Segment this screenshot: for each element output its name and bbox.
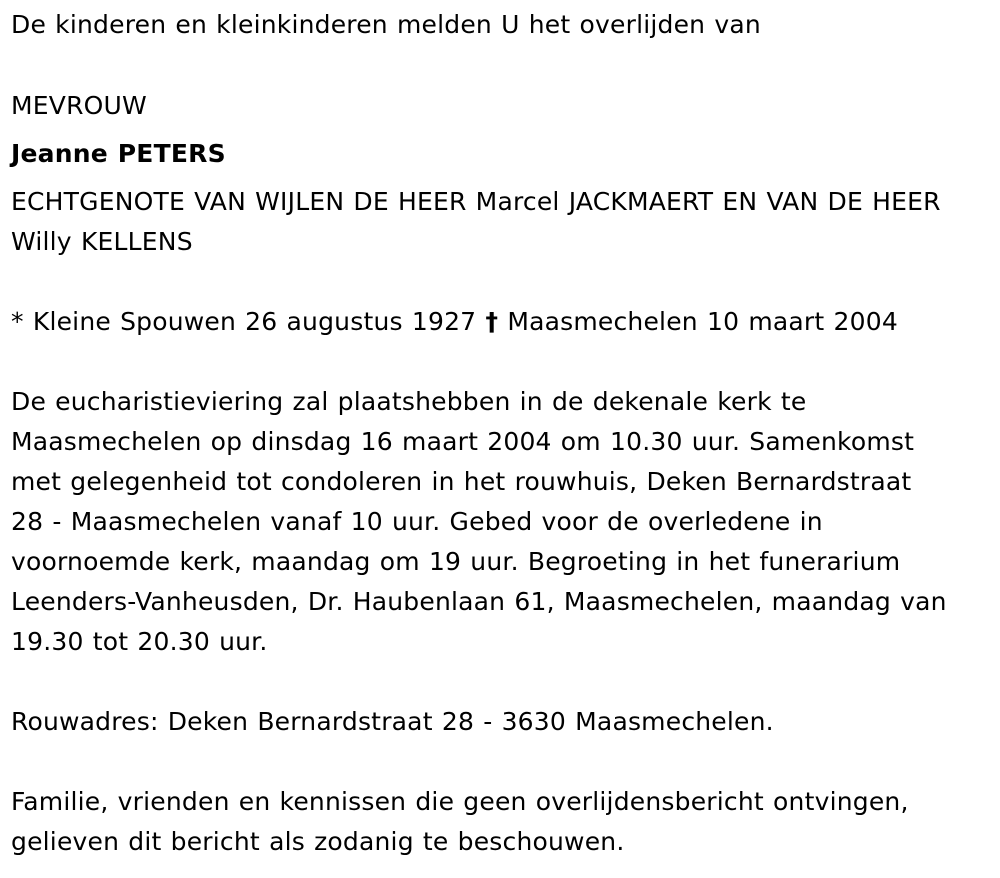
dates-line [11, 302, 898, 342]
deceased-name: Jeanne PETERS [11, 139, 226, 168]
spouse-line-1: ECHTGENOTE VAN WIJLEN DE HEER Marcel JACKMAERT EN VAN DE HEER [11, 187, 941, 216]
ceremony-line: voornoemde kerk, maandag om 19 uur. Begroeting in het funerarium [11, 547, 901, 576]
birth-info: * Kleine Spouwen 26 augustus 1927 [11, 307, 477, 336]
ceremony-line: De eucharistieviering zal plaatshebben in de dekenale kerk te [11, 387, 807, 416]
ceremony-line: Leenders-Vanheusden, Dr. Haubenlaan 61, Maasmechelen, maandag van [11, 587, 947, 616]
cross-icon: † [485, 307, 499, 336]
closing-line: gelieven dit bericht als zodanig te beschouwen. [11, 827, 625, 856]
ceremony-line: 28 - Maasmechelen vanaf 10 uur. Gebed voor de overledene in [11, 507, 823, 536]
mourning-address: Rouwadres: Deken Bernardstraat 28 - 3630 Maasmechelen. [11, 707, 774, 736]
ceremony-line: met gelegenheid tot condoleren in het rouwhuis, Deken Bernardstraat [11, 467, 912, 496]
death-info: Maasmechelen 10 maart 2004 [507, 307, 898, 336]
closing-line: Familie, vrienden en kennissen die geen overlijdensbericht ontvingen, [11, 787, 909, 816]
salutation: MEVROUW [11, 91, 147, 120]
ceremony-line: 19.30 tot 20.30 uur. [11, 627, 268, 656]
spouse-line-2: Willy KELLENS [11, 227, 193, 256]
intro-text: De kinderen en kleinkinderen melden U het overlijden van [11, 10, 761, 39]
ceremony-line: Maasmechelen op dinsdag 16 maart 2004 om 10.30 uur. Samenkomst [11, 427, 915, 456]
